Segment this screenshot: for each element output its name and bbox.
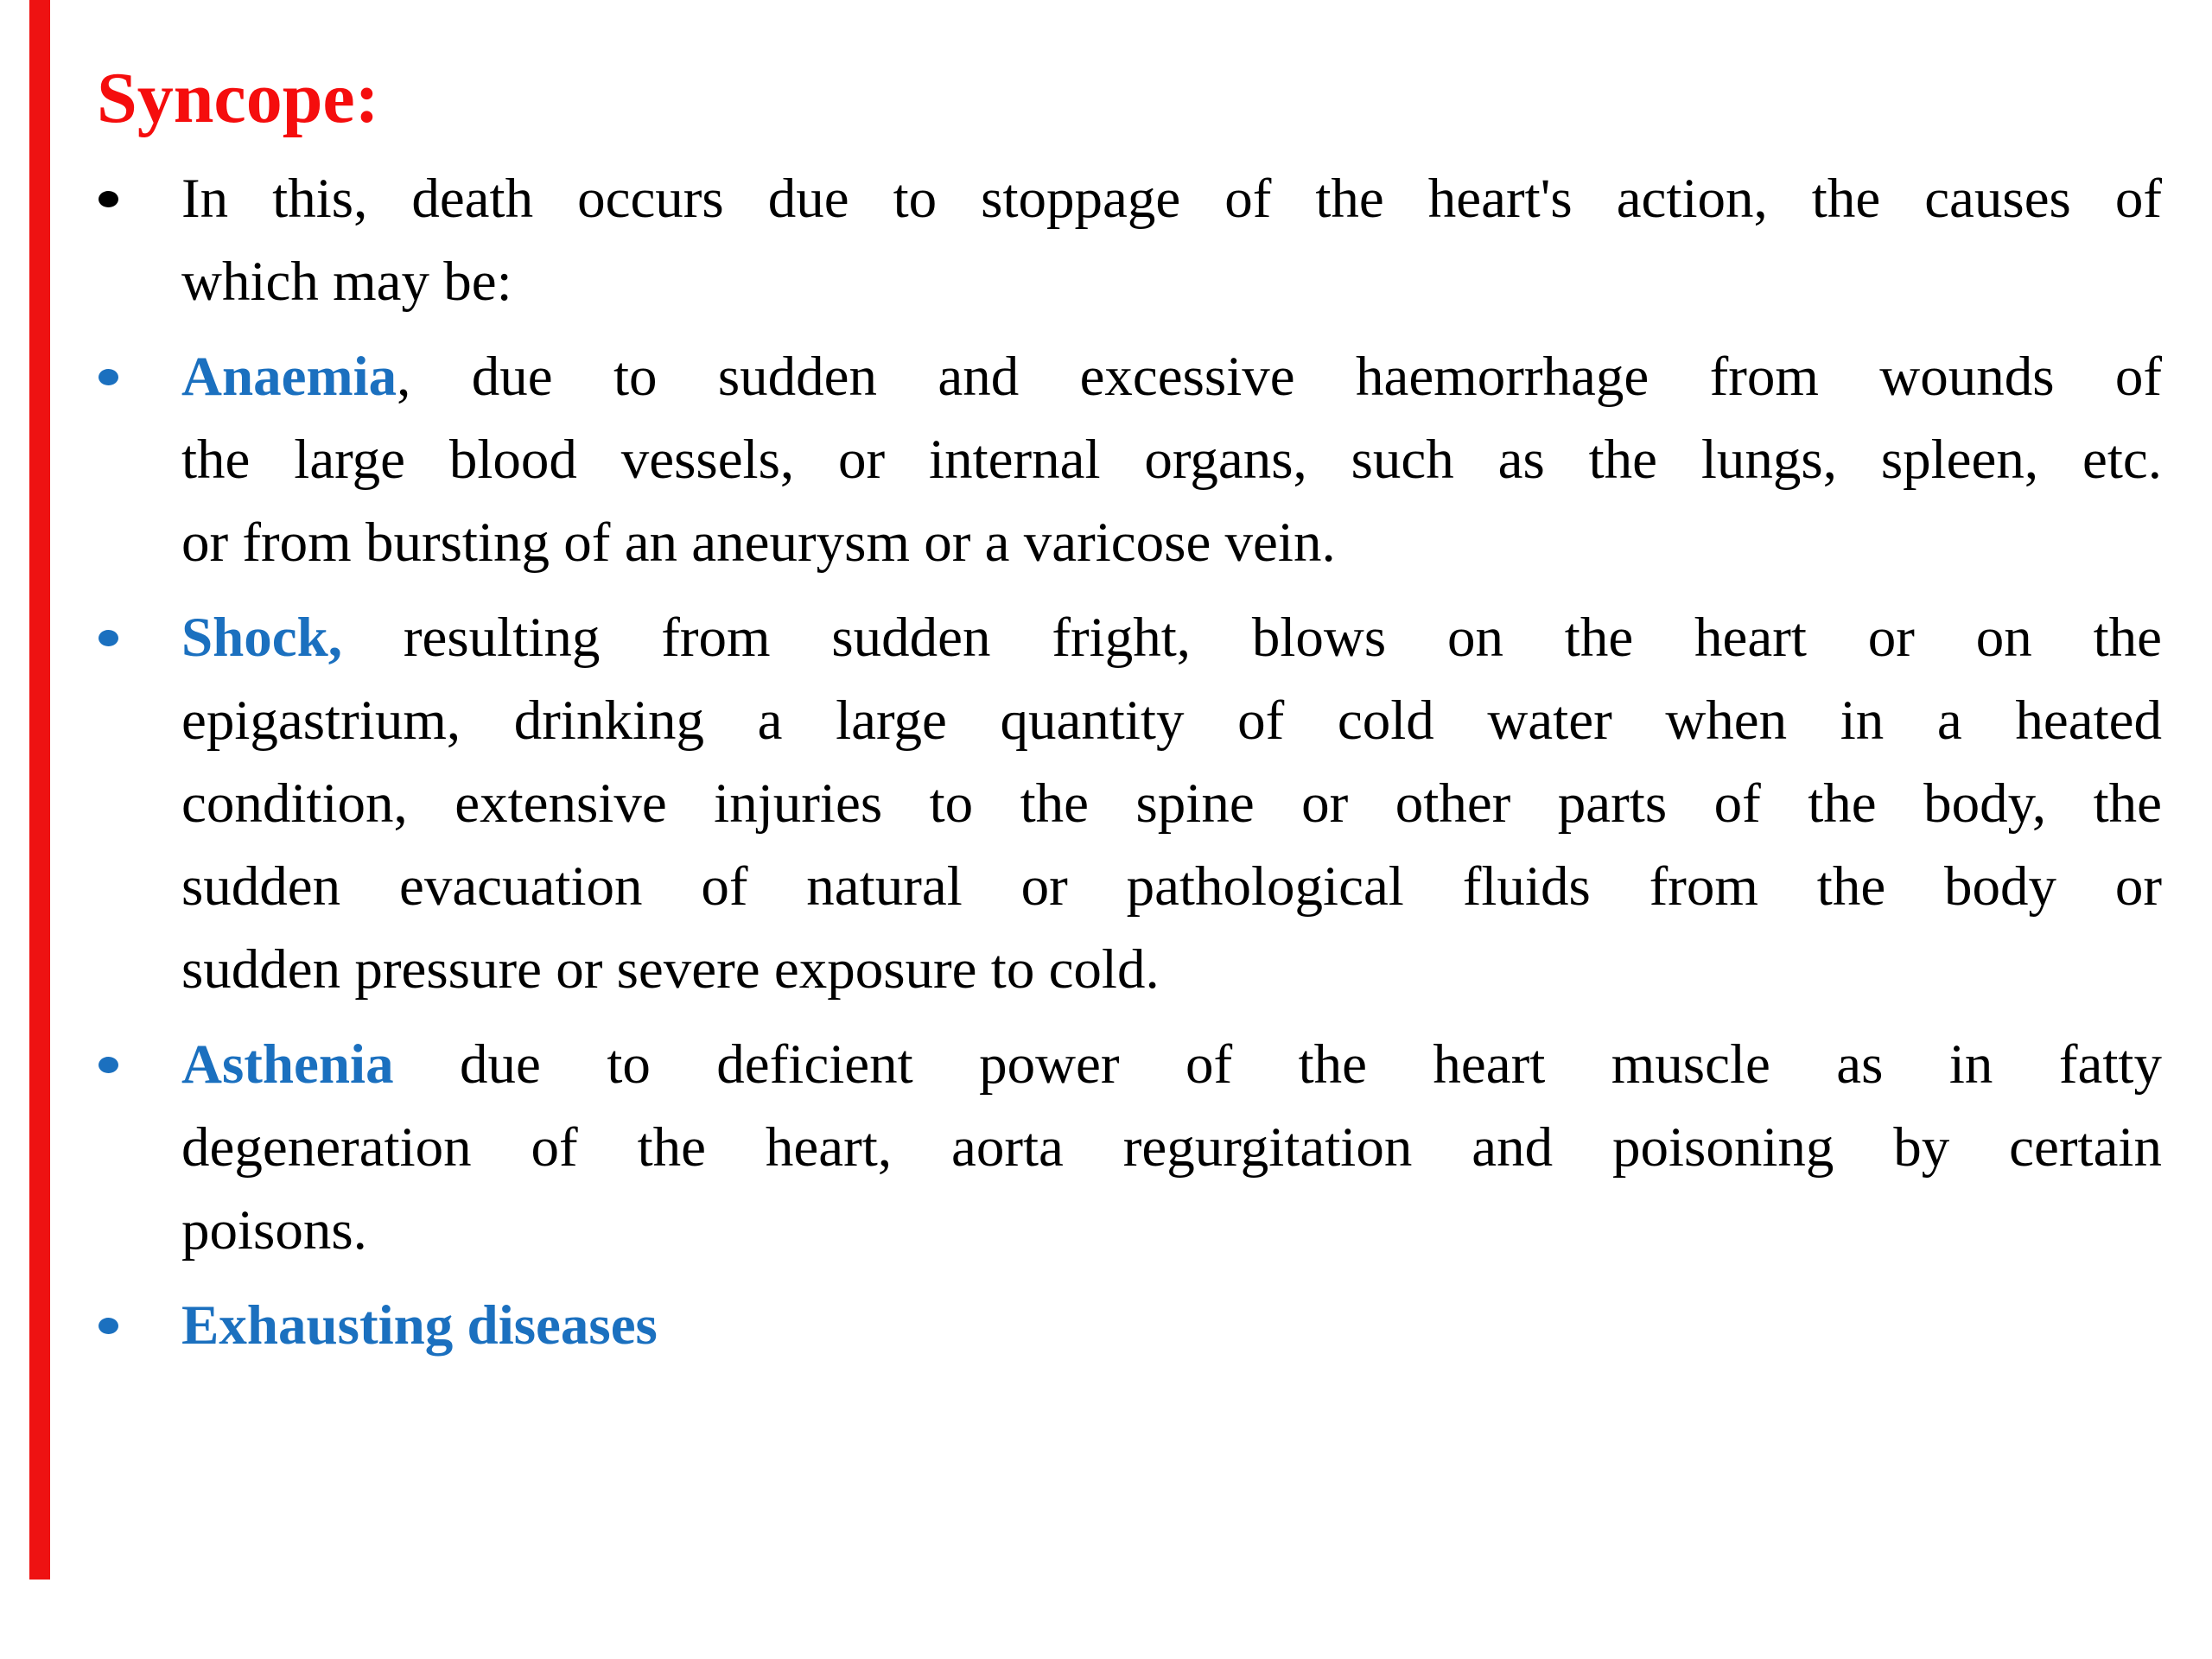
text-line: epigastrium, drinking a large quantity of cold water when in a heated — [181, 690, 2162, 752]
slide-title: Syncope: — [97, 58, 379, 138]
list-item — [97, 335, 2162, 584]
slide-content — [97, 56, 2162, 1379]
bullet-icon — [99, 1057, 118, 1073]
keyword: Exhausting diseases — [181, 1294, 658, 1357]
text-line: or from bursting of an aneurysm or a varicose vein. — [181, 512, 1336, 574]
list-item — [97, 1023, 2162, 1272]
bullet-icon — [99, 369, 118, 385]
list-item — [97, 157, 2162, 323]
keyword: Shock, — [181, 607, 343, 669]
text-line: the large blood vessels, or internal organs, such as the lungs, spleen, etc. — [181, 429, 2162, 491]
list-item — [97, 1284, 2162, 1367]
text-line: which may be: — [181, 251, 512, 313]
text-line: condition, extensive injuries to the spine or other parts of the body, the — [181, 772, 2162, 835]
text-line: Anaemia, due to sudden and excessive haemorrhage from wounds of — [181, 346, 2162, 408]
keyword: Anaemia — [181, 346, 397, 408]
text-line — [181, 1284, 2162, 1367]
text-line: Asthenia due to deficient power of the heart muscle as in fatty — [181, 1033, 2162, 1096]
text-line: poisons. — [181, 1199, 367, 1262]
text-line: sudden evacuation of natural or pathological fluids from the body or — [181, 855, 2162, 918]
text-line: In this, death occurs due to stoppage of the heart's action, the causes of — [181, 168, 2162, 230]
bullet-icon — [99, 191, 118, 207]
text-line: Shock, resulting from sudden fright, blows on the heart or on the — [181, 607, 2162, 669]
bullet-icon — [99, 1318, 118, 1334]
left-accent-bar — [29, 0, 50, 1580]
bullet-list — [97, 157, 2162, 1367]
text-line: sudden pressure or severe exposure to cold. — [181, 938, 1160, 1001]
bullet-icon — [99, 630, 118, 646]
keyword: Asthenia — [181, 1033, 394, 1096]
text-line: degeneration of the heart, aorta regurgitation and poisoning by certain — [181, 1116, 2162, 1179]
list-item — [97, 596, 2162, 1011]
